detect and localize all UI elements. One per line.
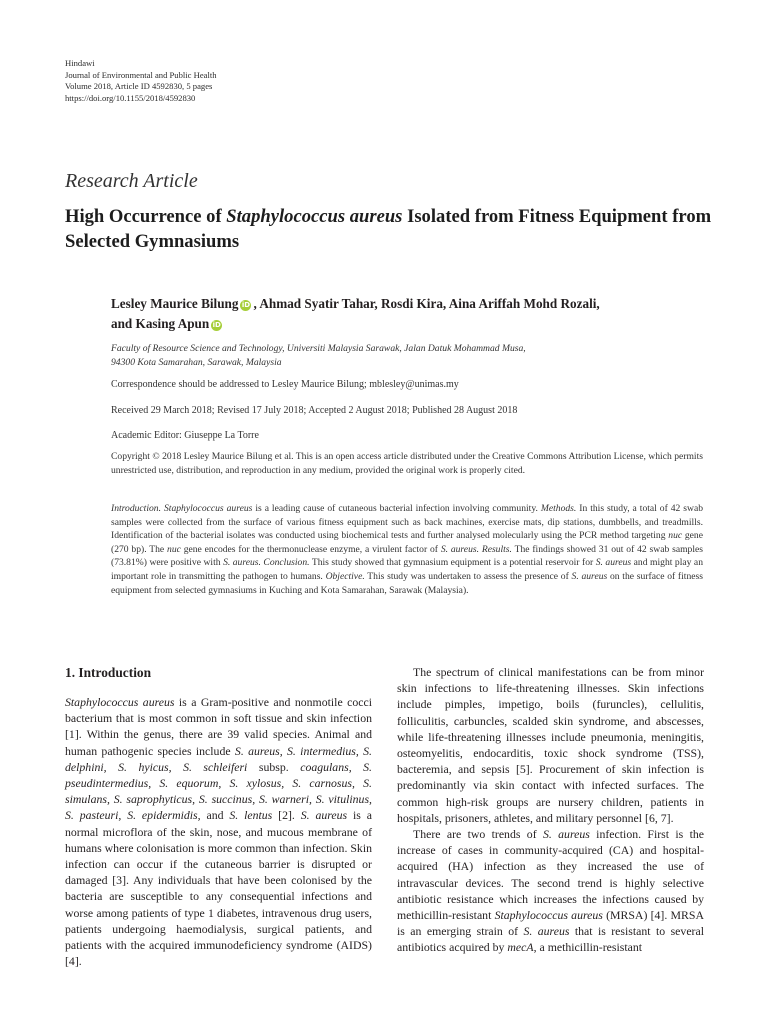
right-column [397,664,704,956]
copyright-notice: Copyright © 2018 Lesley Maurice Bilung et al. This is an open access article distributed under the Creative Commons Attribution License, which permits unrestricted use, distribution, and reproduction in any medium, provided the original work is properly cited. [111,451,703,476]
paragraph: Staphylococcus aureus is a Gram-positive and nonmotile cocci bacterium that is most common in soft tissue and skin infection [1]. Within the genus, there are 39 valid species. Animal and human pathogenic species include S. aureus, S. intermedius, S. delphini, S. hyicus, S. schleiferi subsp. coagulans, S. pseudintermedius, S. equorum, S. xylosus, S. carnosus, S. simulans, S. saprophyticus, S. succinus, S. warneri, S. vitulinus, S. pasteuri, S. epidermidis, and S. lentus [2]. S. aureus is a normal microflora of the skin, nose, and mucous membrane of humans where colonisation is more common than infection. Skin infection can occur if the cutaneous barrier is disrupted or damaged [3]. Any individuals that have been colonised by the bacteria are susceptible to any consequential infections and worse among patients of type 1 diabetes, intravenous drug users, patients undergoing haemodialysis, surgical patients, and patients with the acquired immunodeficiency syndrome (AIDS) [4]. [65,695,373,969]
publisher-name: Hindawi [65,58,95,68]
paragraph: The spectrum of clinical manifestations can be from minor skin infections to life-threatening illnesses. Skin infections include pimples, impetigo, boils (furuncles), cellulitis, folliculitis, carbuncles, scalded skin syndrome, and abscesses, while life-threatening illnesses include pneumonia, meningitis, osteomyelitis, endocarditis, toxic shock syndrome (TSS), bacteremia, and sepsis [5]. Procurement of skin infection is predominantly via skin contact with infected surfaces. The common high-risk groups are nursery children, patients in hospitals, prisoners, athletes, and military personnel [6, 7]. [397,665,704,825]
orcid-icon[interactable]: iD [241,301,251,309]
orcid-icon[interactable]: iD [212,321,221,329]
section-heading: 1. Introduction [65,665,152,680]
journal-name: Journal of Environmental and Public Health [65,69,217,80]
author-names: , Ahmad Syatir Tahar, Rosdi Kira, Aina Ariffah Mohd Rozali, [253,296,600,311]
affiliation: Faculty of Resource Science and Technology, Universiti Malaysia Sarawak, Jalan Datuk Mohammad Musa, 94300 Kota Samarahan, Sarawak, Malaysia [111,343,526,368]
doi-link[interactable]: https://doi.org/10.1155/2018/4592830 [65,92,196,103]
article-type: Research Article [65,170,198,192]
journal-header [65,58,217,104]
volume-info: Volume 2018, Article ID 4592830, 5 pages [65,81,213,92]
author-name[interactable]: and Kasing Apun [111,316,210,331]
paragraph: There are two trends of S. aureus infection. First is the increase of cases in community-acquired (CA) and hospital-acquired (HA) infection as they increased the use of intravascular devices. The second trend is highly selective antibiotic resistance which increases the infections caused by methicillin-resistant Staphylococcus aureus (MRSA) [4]. MRSA is an emerging strain of S. aureus that is resistant to several antibiotics acquired by mecA, a methicillin-resistant [397,827,704,955]
author-name[interactable]: Lesley Maurice Bilung [111,296,239,311]
correspondence: Correspondence should be addressed to Lesley Maurice Bilung; mblesley@unimas.my [111,379,459,390]
left-column [65,664,372,969]
author-list [111,294,721,334]
publication-dates: Received 29 March 2018; Revised 17 July 2018; Accepted 2 August 2018; Published 28 August 2018 [111,405,518,416]
article-title: High Occurrence of Staphylococcus aureus Isolated from Fitness Equipment from Selected Gymnasiums [65,206,712,252]
abstract: Introduction. Staphylococcus aureus is a leading cause of cutaneous bacterial infection involving community. Methods. In this study, a total of 42 swab samples were collected from the surface of various fitness equipment such as back machines, exercise mats, dip stations, dumbbells, and treadmills. Identification of the bacterial isolates was conducted using biochemical tests and further analysed molecularly using the PCR method targeting nuc gene (270 bp). The nuc gene encodes for the thermonuclease enzyme, a virulent factor of S. aureus. Results. The findings showed 31 out of 42 swab samples (73.81%) were positive with S. aureus. Conclusion. This study showed that gymnasium equipment is a potential reservoir for S. aureus and might play an important role in transmitting the pathogen to humans. Objective. This study was undertaken to assess the presence of S. aureus on the surface of fitness equipment from selected gymnasiums in Kuching and Kota Samarahan, Sarawak (Malaysia). [111,503,703,596]
academic-editor: Academic Editor: Giuseppe La Torre [111,430,259,441]
